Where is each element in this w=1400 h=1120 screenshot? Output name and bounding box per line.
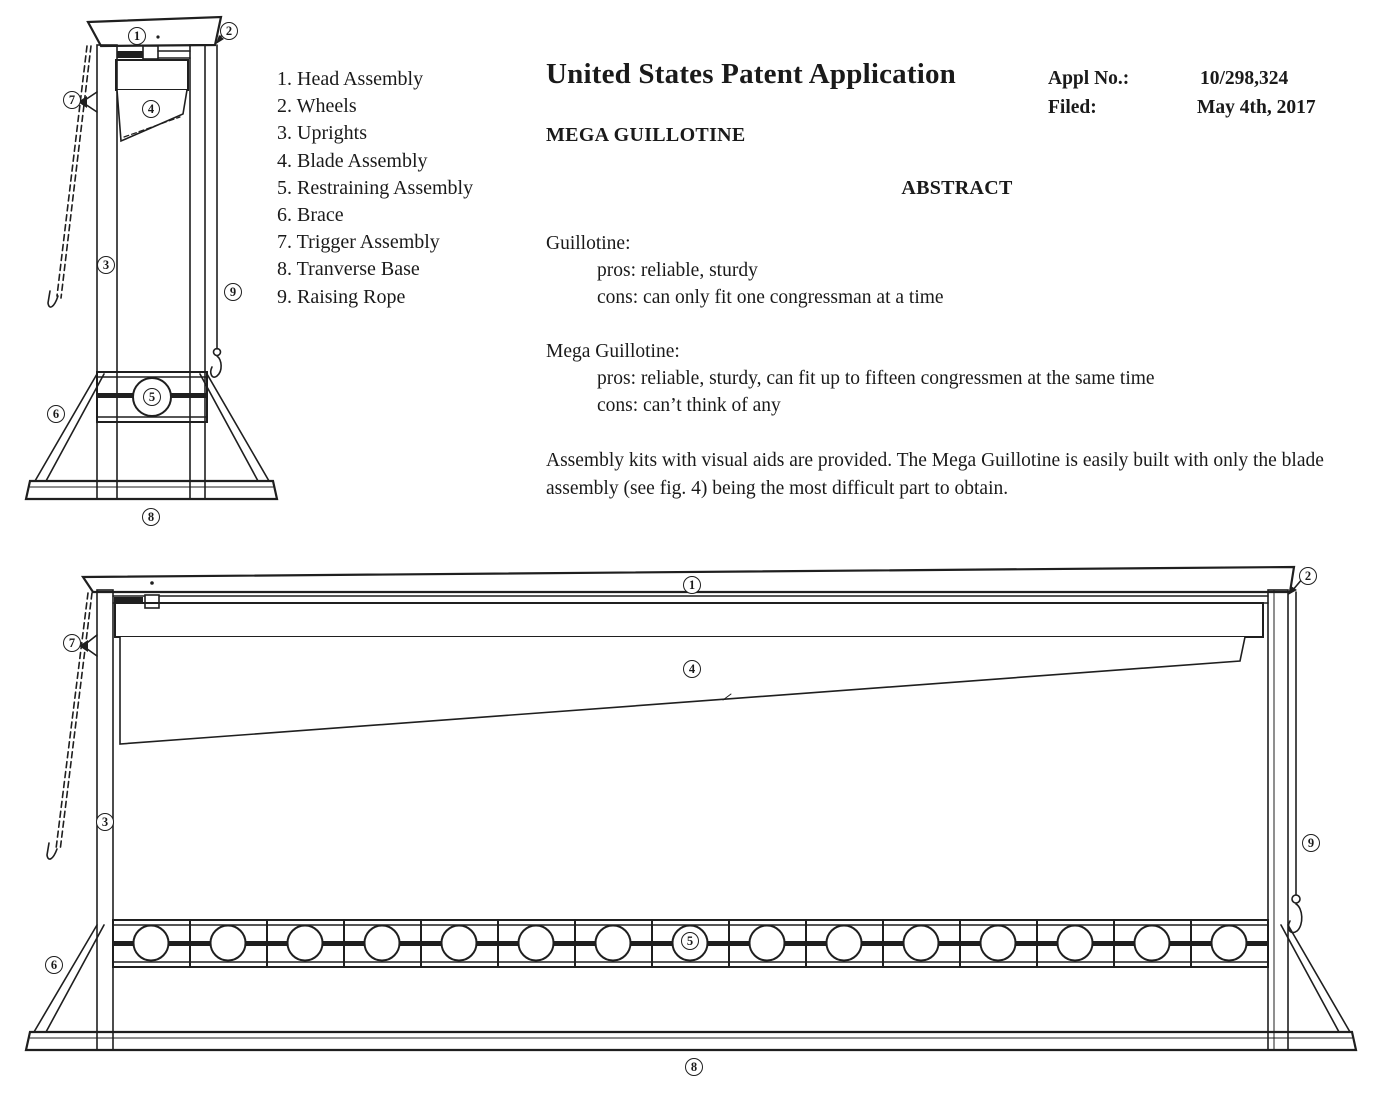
fig2-callout-trigger-assembly: 7 xyxy=(63,634,81,652)
parts-list-item: 1. Head Assembly xyxy=(277,68,424,90)
parts-list-item: 2. Wheels xyxy=(277,95,357,118)
fig1-callout-transverse-base: 8 xyxy=(142,508,160,526)
fig1-callout-raising-rope: 9 xyxy=(224,283,242,301)
filed-value: May 4th, 2017 xyxy=(1197,97,1316,118)
fig2-callout-uprights: 3 xyxy=(96,813,114,831)
filed-label: Filed: xyxy=(1048,97,1097,118)
fig2-latch-drawing xyxy=(113,595,1268,608)
fig2-callout-brace: 6 xyxy=(45,956,63,974)
fig1-callout-wheels: 2 xyxy=(220,22,238,40)
figure-guillotine-side-view xyxy=(0,0,290,540)
guillotine-heading: Guillotine: xyxy=(546,233,631,254)
parts-list xyxy=(277,66,473,311)
mega-guillotine-cons: cons: can’t think of any xyxy=(597,395,781,416)
fig1-callout-head-assembly: 1 xyxy=(128,27,146,45)
fig2-callout-wheels: 2 xyxy=(1299,567,1317,585)
parts-list-item: 5. Restraining Assembly xyxy=(277,176,474,199)
parts-list-item: 3. Uprights xyxy=(277,122,367,145)
parts-list-item: 8. Tranverse Base xyxy=(277,258,420,281)
figure-mega-guillotine-front-view xyxy=(0,555,1400,1120)
fig2-callout-transverse-base: 8 xyxy=(685,1058,703,1076)
fig2-raising-rope-drawing xyxy=(1288,592,1301,933)
fig1-raising-rope-drawing xyxy=(211,45,221,377)
fig2-callout-blade-assembly: 4 xyxy=(683,660,701,678)
abstract-closing-paragraph: Assembly kits with visual aids are provided. The Mega Guillotine is easily built with only the blade assembly (see fig. 4) being the most difficult part to obtain. xyxy=(546,450,1324,499)
fig1-callout-blade-assembly: 4 xyxy=(142,100,160,118)
abstract-heading: ABSTRACT xyxy=(901,177,1013,199)
appl-no-value: 10/298,324 xyxy=(1200,68,1289,89)
fig2-transverse-base-drawing xyxy=(26,1032,1356,1050)
mega-guillotine-heading: Mega Guillotine: xyxy=(546,341,680,362)
fig1-callout-restraining-assembly: 5 xyxy=(143,388,161,406)
fig1-callout-uprights: 3 xyxy=(97,256,115,274)
fig1-callout-brace: 6 xyxy=(47,405,65,423)
page-title: United States Patent Application xyxy=(546,58,956,90)
parts-list-item: 6. Brace xyxy=(277,204,344,227)
fig2-callout-head-assembly: 1 xyxy=(683,576,701,594)
fig1-latch-drawing xyxy=(117,46,190,59)
fig2-callout-restraining-assembly: 5 xyxy=(681,932,699,950)
fig1-transverse-base-drawing xyxy=(26,481,277,499)
parts-list-item: 9. Raising Rope xyxy=(277,285,406,308)
appl-no-label: Appl No.: xyxy=(1048,68,1130,89)
parts-list-item: 4. Blade Assembly xyxy=(277,149,428,172)
fig1-callout-trigger-assembly: 7 xyxy=(63,91,81,109)
guillotine-pros: pros: reliable, sturdy xyxy=(597,260,758,281)
parts-list-item: 7. Trigger Assembly xyxy=(277,231,440,254)
fig2-callout-raising-rope: 9 xyxy=(1302,834,1320,852)
guillotine-cons: cons: can only fit one congressman at a time xyxy=(597,287,944,308)
fig1-head-assembly-drawing xyxy=(88,17,221,46)
fig2-trigger-assembly-drawing xyxy=(47,593,97,859)
fig1-trigger-assembly-drawing xyxy=(48,46,97,307)
invention-title: MEGA GUILLOTINE xyxy=(546,124,746,146)
mega-guillotine-pros: pros: reliable, sturdy, can fit up to fifteen congressmen at the same time xyxy=(597,368,1155,389)
